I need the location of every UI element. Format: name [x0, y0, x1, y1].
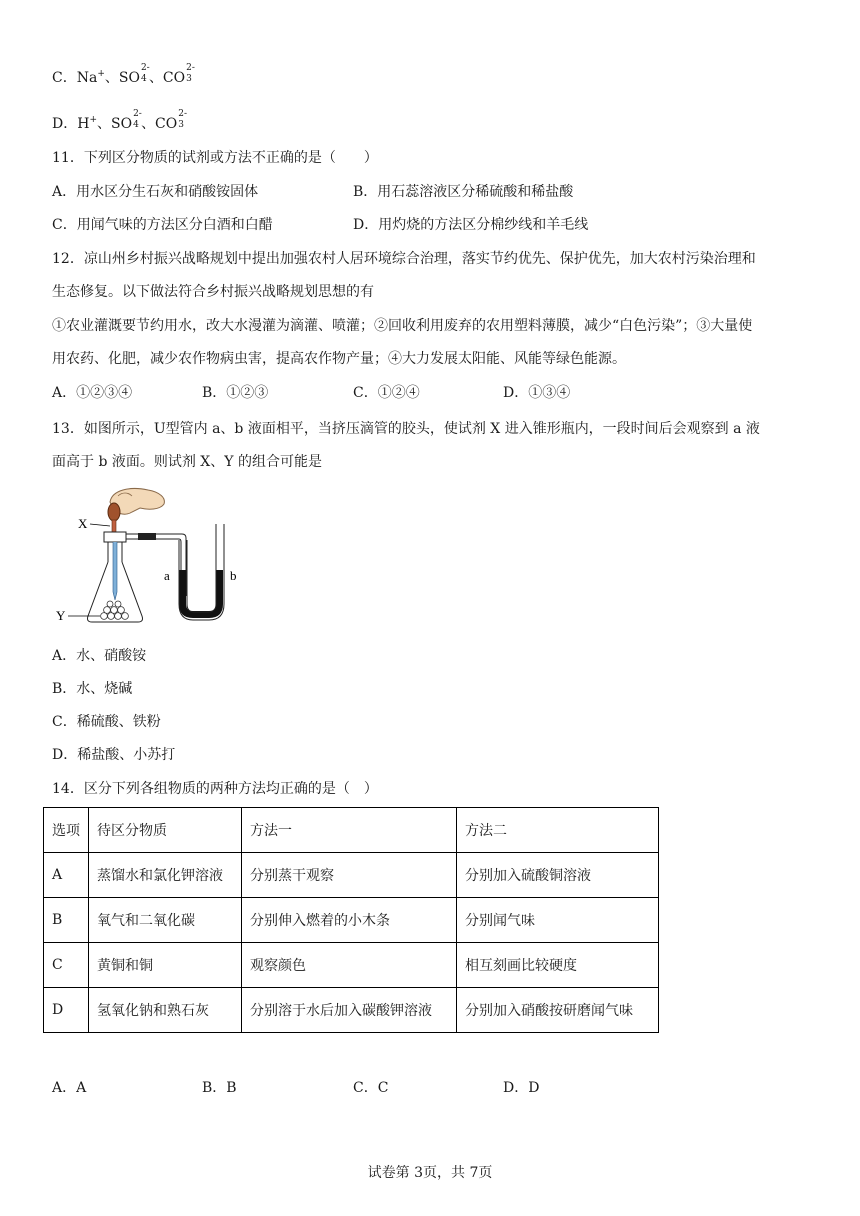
label-b: b: [230, 568, 237, 583]
table-cell: 氢氧化钠和熟石灰: [89, 988, 242, 1033]
table-header-cell: 待区分物质: [89, 808, 242, 853]
table-header-cell: 选项: [44, 808, 89, 853]
table-header-cell: 方法二: [457, 808, 659, 853]
charge-sup: +: [97, 69, 105, 79]
q10-option-c[interactable]: [52, 64, 194, 88]
table-header-row: [44, 808, 659, 853]
q13-option-b[interactable]: B．水、烧碱: [52, 681, 133, 697]
q12-option-d[interactable]: D．①③④: [503, 385, 571, 401]
ion-text: 、CO: [148, 70, 186, 86]
table-cell: 氧气和二氧化碳: [89, 898, 242, 943]
table-row: [44, 988, 659, 1033]
table-cell: 分别加入硫酸铜溶液: [457, 853, 659, 898]
ion-text: 、CO: [141, 116, 178, 132]
q12-option-a[interactable]: A．①②③④: [52, 385, 133, 401]
ion-sub-sup: 2- 3: [178, 109, 188, 130]
stopper: [104, 532, 126, 542]
table-cell: D: [44, 988, 89, 1033]
label-a: a: [164, 568, 170, 583]
q11-option-d[interactable]: D．用灼烧的方法区分棉纱线和羊毛线: [353, 217, 589, 233]
q13-option-a[interactable]: A．水、硝酸铵: [52, 648, 147, 664]
q10-option-c-label: C．Na: [52, 70, 98, 86]
table-cell: 黄铜和铜: [89, 943, 242, 988]
q14-stem: 14．区分下列各组物质的两种方法均正确的是（ ）: [52, 781, 378, 797]
q14-option-d[interactable]: D．D: [503, 1080, 540, 1096]
table-cell: C: [44, 943, 89, 988]
charge-sup: +: [89, 115, 97, 125]
q14-option-c[interactable]: C．C: [353, 1080, 389, 1096]
q12-stem-line2: 生态修复。以下做法符合乡村振兴战略规划思想的有: [52, 284, 374, 300]
q13-stem-line1: 13．如图所示，U型管内 a、b 液面相平，当挤压滴管的胶头，使试剂 X 进入锥形瓶内，一段时间后会观察到 a 液: [52, 421, 760, 437]
q12-option-c[interactable]: C．①②④: [353, 385, 420, 401]
ion-text: 、SO: [96, 116, 133, 132]
q14-option-b[interactable]: B．B: [202, 1080, 237, 1096]
table-cell: A: [44, 853, 89, 898]
q13-stem-line2: 面高于 b 液面。则试剂 X、Y 的组合可能是: [52, 454, 322, 470]
q12-option-b[interactable]: B．①②③: [202, 385, 269, 401]
table-cell: 蒸馏水和氯化钾溶液: [89, 853, 242, 898]
table-row: [44, 898, 659, 943]
q12-stem-line1: 12．凉山州乡村振兴战略规划中提出加强农村人居环境综合治理，落实节约优先、保护优先，加大农村污染治理和: [52, 251, 756, 267]
q13-option-c[interactable]: C．稀硫酸、铁粉: [52, 714, 161, 730]
q11-option-b[interactable]: B．用石蕊溶液区分稀硫酸和稀盐酸: [353, 184, 574, 200]
table-row: [44, 943, 659, 988]
table-cell: 分别溶于水后加入碳酸钾溶液: [242, 988, 457, 1033]
q14-option-a[interactable]: A．A: [52, 1080, 87, 1096]
q11-option-c[interactable]: C．用闻气味的方法区分白酒和白醋: [52, 217, 273, 233]
table-cell: 分别蒸干观察: [242, 853, 457, 898]
ion-sub-sup: 2- 4: [133, 109, 142, 130]
q13-option-d[interactable]: D．稀盐酸、小苏打: [52, 747, 176, 763]
table-cell: 分别伸入燃着的小木条: [242, 898, 457, 943]
q14-table: [43, 807, 659, 1033]
q12-body-line2: 用农药、化肥，减少农作物病虫害，提高农作物产量；④大力发展太阳能、风能等绿色能源。: [52, 351, 626, 367]
ion-sub-sup: 2- 3: [186, 63, 195, 84]
table-cell: 分别加入硝酸按研磨闻气味: [457, 988, 659, 1033]
label-x: X: [78, 516, 88, 531]
ion-sub-sup: 2- 4: [140, 63, 150, 84]
table-cell: B: [44, 898, 89, 943]
label-y: Y: [56, 608, 66, 623]
q11-stem: 11．下列区分物质的试剂或方法不正确的是（ ）: [52, 150, 378, 166]
q10-option-d-label: D．H: [52, 116, 90, 132]
table-row: [44, 853, 659, 898]
rubber-tube: [138, 533, 156, 540]
q12-body-line1: ①农业灌溉要节约用水，改大水漫灌为滴灌、喷灌；②回收利用废弃的农用塑料薄膜，减少“白色污染”；③大量使: [52, 318, 753, 334]
ion-text: 、SO: [104, 70, 140, 86]
table-cell: 观察颜色: [242, 943, 457, 988]
table-header-cell: 方法一: [242, 808, 457, 853]
q11-option-a[interactable]: A．用水区分生石灰和硝酸铵固体: [52, 184, 259, 200]
dropper-bulb: [108, 503, 120, 521]
flask-u-tube-diagram: [48, 484, 248, 634]
apparatus-figure: [48, 484, 248, 634]
table-cell: 相互刻画比较硬度: [457, 943, 659, 988]
page-footer: 试卷第 3页，共 7页: [367, 1165, 493, 1181]
q10-option-d[interactable]: [52, 110, 186, 134]
table-cell: 分别闻气味: [457, 898, 659, 943]
